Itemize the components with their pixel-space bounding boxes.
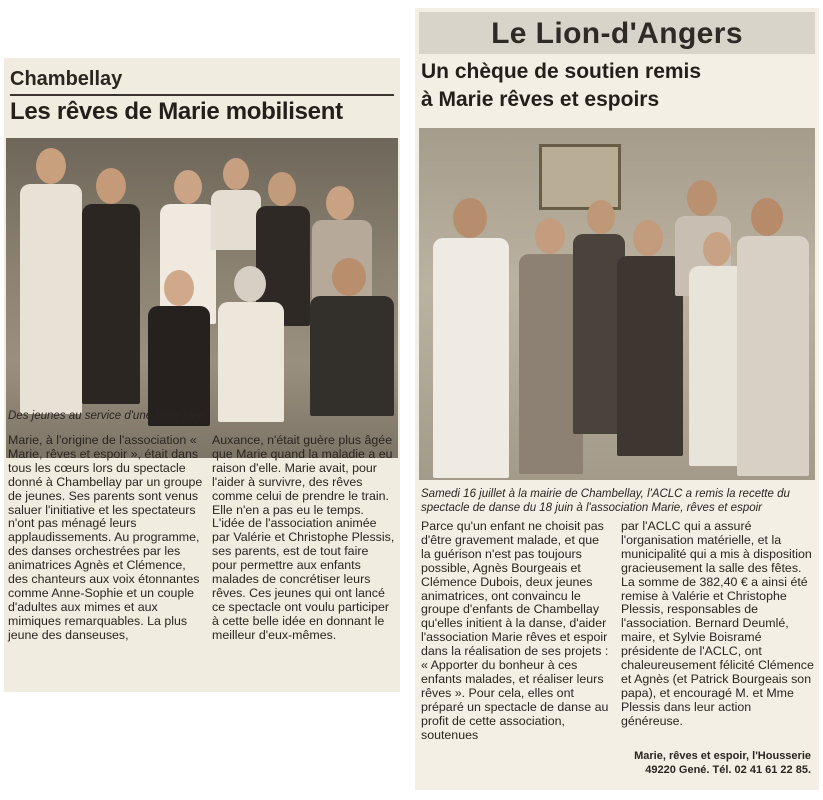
right-group-photo <box>419 128 815 480</box>
left-photo-caption: Des jeunes au service d'une belle idée <box>8 410 205 422</box>
right-article-column-1: Parce qu'un enfant ne choisit pas d'être gravement malade, et que la guérison n'est pas toujours possible, Agnès Bourgeais et Clémence Dubois, deux jeunes animatrices, ont convaincu le groupe d'enfants de Chambellay qu'elles initient à la danse, d'aider l'association Marie rêves et espoir dans la réalisation de ses projets : « Apporter du bonheur à ces enfants malades, et réaliser leurs rêves ». Pour cela, elles ont préparé un spectacle de danse au profit de cette association, soutenues <box>421 519 609 742</box>
right-headline-line-1: Un chèque de soutien remis <box>421 60 702 83</box>
left-clipping <box>4 58 400 692</box>
location-banner <box>419 12 815 54</box>
wall-picture-frame <box>539 144 621 210</box>
right-photo-caption: Samedi 16 juillet à la mairie de Chambellay, l'ACLC a remis la recette du spectacle de danse du 18 juin à l'association Marie, rêves et espoir <box>421 488 790 514</box>
location-banner-text: Le Lion-d'Angers <box>491 17 743 50</box>
left-headline: Les rêves de Marie mobilisent <box>10 98 343 125</box>
left-article-column-1: Marie, à l'origine de l'association « Marie, rêves et espoir », était dans tous les cœurs lors du spectacle donné à Chambellay par un groupe de jeunes. Ses parents sont venus saluer l'initiative et les spectateurs n'ont pas ménagé leurs applaudissements. Au programme, des danses orchestrées par les animatrices Agnès et Clémence, des chanteurs aux voix étonnantes comme Anne-Sophie et un couple d'adultes aux mimes et aux mimiques remarquables. La plus jeune des danseuses, <box>8 433 203 642</box>
left-rule <box>10 94 394 96</box>
association-address: Marie, rêves et espoir, l'Housserie <box>634 750 811 762</box>
left-article-column-2: Auxance, n'était guère plus âgée que Marie quand la maladie a eu raison d'elle. Marie avait, pour l'aider à survivre, des rêves comme celui de prendre le train. Elle n'en a pas eu le temps. L'idée de l'association animée par Valérie et Christophe Plessis, ses parents, est de tout faire pour permettre aux enfants malades de concrétiser leurs rêves. Ces jeunes qui ont lancé ce spectacle ont voulu participer à cette belle idée en donnant le meilleur d'eux-mêmes. <box>212 433 395 642</box>
right-article-column-2: par l'ACLC qui a assuré l'organisation matérielle, et la municipalité qui a mis à disposition gracieusement la salle des fêtes. La somme de 382,40 € a ainsi été remise à Valérie et Christophe Plessis, responsables de l'association. Bernard Deumlé, maire, et Sylvie Boisramé présidente de l'ACLC, ont chaleureusement félicité Clémence et Agnès (et Patrick Bourgeais son papa), et encouragé M. et Mme Plessis dans leur action généreuse. <box>621 519 814 728</box>
left-town-label: Chambellay <box>10 68 123 90</box>
right-headline-line-2: à Marie rêves et espoirs <box>421 88 660 111</box>
right-clipping <box>415 8 819 790</box>
association-phone: 49220 Gené. Tél. 02 41 61 22 85. <box>645 764 811 776</box>
